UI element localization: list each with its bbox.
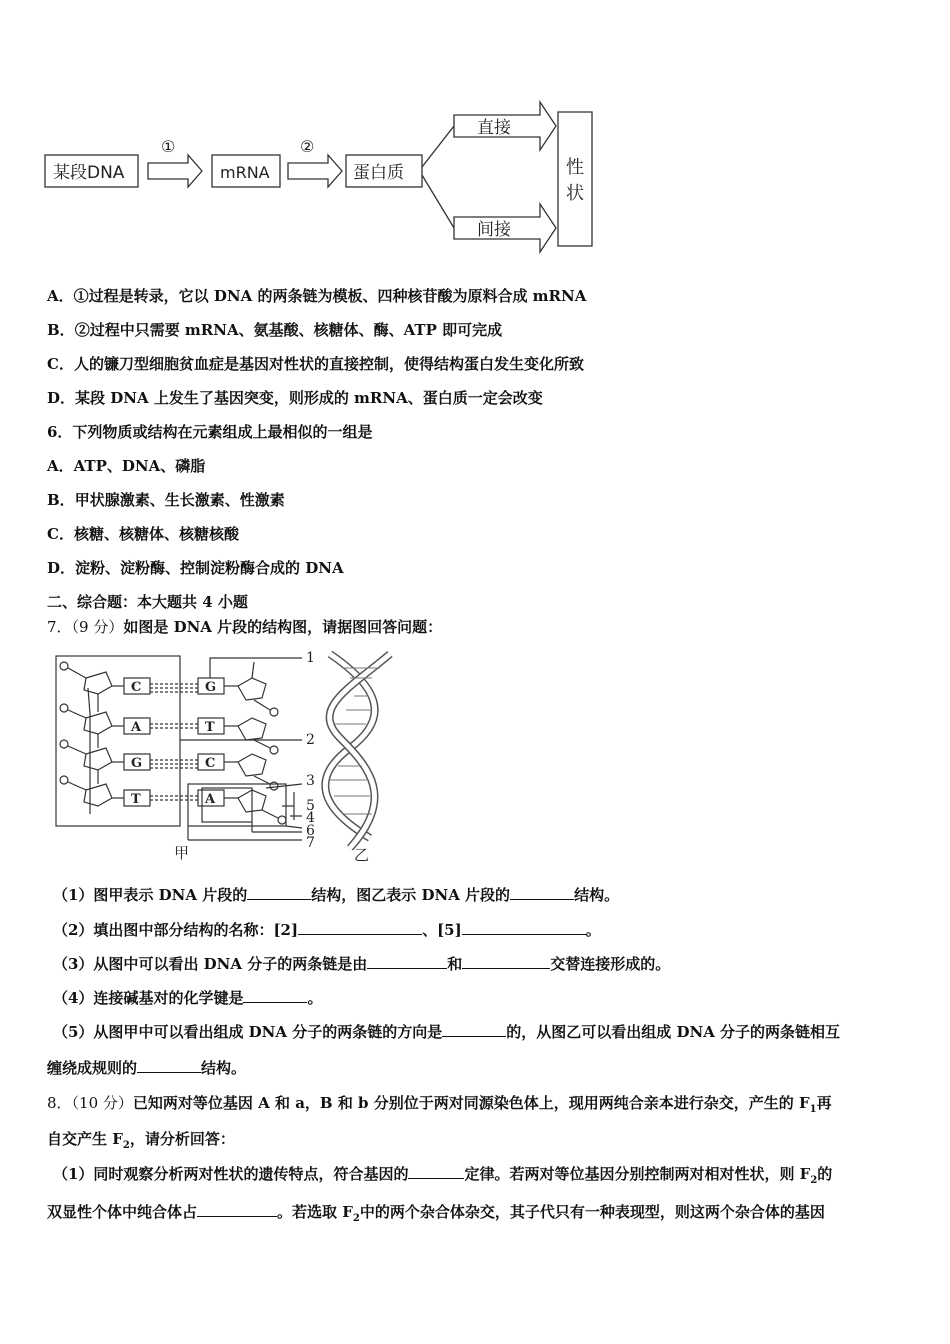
q8-sub1-line2: 双显性个体中纯合体占 。若选取 $F_2$中的两个杂合体杂交，其子代只有一种表现型，则这两个杂合体的基因 [47, 1203, 825, 1224]
blank[interactable] [442, 1021, 506, 1037]
step-2-label: ② [300, 137, 315, 156]
q5-option-c[interactable]: C．人的镰刀型细胞贫血症是基因对性状的直接控制，使得结构蛋白发生变化所致 [47, 355, 584, 373]
trait-label-2: 状 [566, 183, 584, 204]
right-base-2: T [205, 720, 215, 735]
step-1-label: ① [161, 137, 176, 156]
callout-2: 2 [306, 732, 315, 748]
callout-1: 1 [306, 650, 315, 666]
right-base-1: G [205, 680, 217, 695]
blank[interactable] [247, 884, 311, 900]
q5-option-b[interactable]: B．②过程中只需要 mRNA、氨基酸、核糖体、酶、ATP 即可完成 [47, 321, 503, 339]
q7-sub2: （2）填出图中部分结构的名称：[2] 、[5] 。 [53, 921, 601, 939]
q8-sub1-line1: （1）同时观察分析两对性状的遗传特点，符合基因的 定律。若两对等位基因分别控制两对相对性状，则 $F_2$的 [53, 1165, 833, 1186]
right-base-4: A [205, 792, 216, 807]
gene-expression-flow-diagram [40, 95, 610, 275]
dna-label: 某段DNA [53, 163, 125, 183]
trait-box [558, 112, 592, 246]
left-base-4: T [131, 792, 141, 807]
protein-label: 蛋白质 [353, 163, 404, 183]
arrow-1-icon [148, 155, 202, 187]
blank[interactable] [137, 1057, 201, 1073]
trait-label-1: 性 [566, 157, 584, 178]
blank[interactable] [462, 919, 586, 935]
callout-4: 4 [306, 810, 315, 826]
q6-option-b[interactable]: B．甲状腺激素、生长激素、性激素 [47, 491, 285, 509]
arrow-2-icon [288, 155, 342, 187]
callout-6: 6 [306, 823, 315, 839]
left-base-2: A [131, 720, 142, 735]
q6-option-a[interactable]: A．ATP、DNA、磷脂 [47, 457, 206, 475]
label-yi: 乙 [354, 846, 370, 863]
blank[interactable] [408, 1163, 464, 1179]
blank[interactable] [243, 987, 307, 1003]
left-base-1: C [131, 680, 142, 695]
q6-option-c[interactable]: C．核糖、核糖体、核糖核酸 [47, 525, 239, 543]
q7-sub5-line2: 缠绕成规则的 结构。 [47, 1059, 247, 1077]
q7-sub4: （4）连接碱基对的化学键是 。 [53, 989, 323, 1007]
q7-sub3: （3）从图中可以看出 DNA 分子的两条链是由 和 交替连接形成的。 [53, 955, 671, 973]
callout-3: 3 [306, 773, 315, 789]
section-2-title: 二、综合题：本大题共 4 小题 [47, 593, 248, 611]
blank[interactable] [367, 953, 447, 969]
label-jia: 甲 [174, 844, 190, 862]
q7-stem: 7．（9 分）如图是 DNA 片段的结构图，请据图回答问题： [47, 618, 443, 636]
left-base-3: G [131, 756, 143, 771]
callout-5: 5 [306, 798, 315, 814]
right-base-3: C [205, 756, 216, 771]
callout-7: 7 [306, 835, 315, 851]
blank[interactable] [510, 884, 574, 900]
q5-option-a[interactable]: A．①过程是转录，它以 DNA 的两条链为模板、四种核苷酸为原料合成 mRNA [47, 287, 587, 305]
q7-sub5-line1: （5）从图甲中可以看出组成 DNA 分子的两条链的方向是 的，从图乙可以看出组成 DNA 分子的两条链相互 [53, 1023, 841, 1041]
indirect-label: 间接 [477, 220, 511, 240]
blank[interactable] [462, 953, 550, 969]
q7-sub1: （1）图甲表示 DNA 片段的 结构，图乙表示 DNA 片段的 结构。 [53, 886, 620, 904]
q8-stem-line1: 8．（10 分）已知两对等位基因 A 和 a，B 和 b 分别位于两对同源染色体上，现用两纯合亲本进行杂交，产生的 $F_1$再 [47, 1094, 832, 1115]
q5-option-d[interactable]: D．某段 DNA 上发生了基因突变，则形成的 mRNA、蛋白质一定会改变 [47, 389, 543, 407]
q6-stem: 6．下列物质或结构在元素组成上最相似的一组是 [47, 423, 373, 441]
q8-stem-line2: 自交产生 $F_2$，请分析回答： [47, 1130, 235, 1151]
direct-label: 直接 [477, 118, 511, 138]
blank[interactable] [197, 1201, 277, 1217]
q6-option-d[interactable]: D．淀粉、淀粉酶、控制淀粉酶合成的 DNA [47, 559, 344, 577]
dna-structure-figure [50, 648, 420, 863]
mrna-label: mRNA [220, 163, 270, 182]
blank[interactable] [298, 919, 422, 935]
